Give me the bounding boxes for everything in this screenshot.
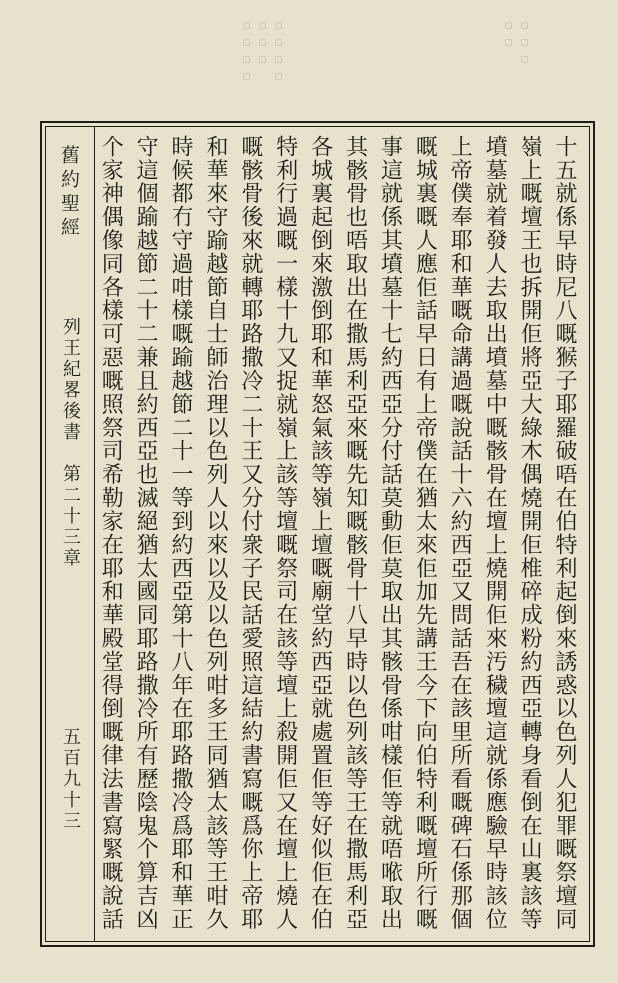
book-title: 舊約聖經 [58,145,80,241]
margin-column [46,127,95,941]
section-heading: 列王紀畧後書 第二十三章 [60,317,81,569]
bleed-through-text: ▫▫▫ ▫▫ [501,18,532,69]
scripture-body-text: 十五就係早時尼八嘅𤠣子耶羅破唔在伯特利起倒來誘惑以色列人犯罪嘅祭壇同嶺上嘅壇王也拆開佢將亞大綠木偶燒開佢椎碎成粉約西亞轉身看倒在山裏該等墳墓就着發人去取出墳墓中嘅骸骨在壇上燒開佢來汚穢壇這就係應驗早時該位上帝僕奉耶和華嘅命講過嘅說話十六約西亞又問話吾在該里所看嘅碑石係那個嘅城裏嘅人應佢話早日有上帝僕在猶太來佢加先講王今下向伯特利嘅壇所行嘅事這就係其墳墓十七約西亞分付話莫動佢莫取出其骸骨係咁樣佢等就唔𠵱取出其骸骨也唔取出在撒馬利亞來嘅先知嘅骸骨十八早時以色列該等王在撒馬利亞各城裏起倒來激倒耶和華怒氣該等嶺上壇嘅廟堂約西亞就處置佢等好似佢在伯特利行過嘅一樣十九又捉就嶺上該等壇嘅祭司在該等壇上殺開佢又在壇上燒人嘅骸骨後來就轉耶路撒冷二十王又分付衆子民話愛照這結約書寫嘅爲你上帝耶和華來守踰越節自士師治理以色列人以來以及以色列咁多王同猶太該等王咁久時候都冇守過咁樣嘅踰越節二十一等到約西亞第十八年在耶路撒冷爲耶和華正守這個踰越節二十二兼且約西亞也滅絕猶太國同耶路撒冷所有歷陰鬼个算吉凶个家神偶像同各樣可惡嘅照祭司希勒家在耶和華殿堂得倒嘅律法書寫緊嘅說話 [98,135,577,931]
page-number: 五百九十三 [60,727,81,832]
page-inner-border [45,126,590,942]
page-frame [40,121,595,947]
bleed-through-text: ▫▫▫▫ ▫▫▫ ▫▫▫▫ [239,18,286,86]
